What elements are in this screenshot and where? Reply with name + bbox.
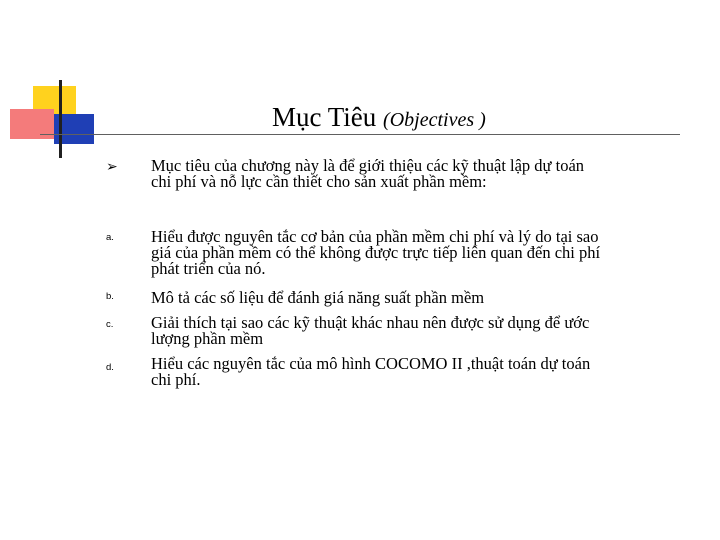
item-a-marker: a. <box>106 232 114 243</box>
title-subtitle: (Objectives ) <box>383 109 486 131</box>
objective-item-b <box>151 290 706 306</box>
title-divider-line <box>40 134 680 135</box>
item-c-marker: c. <box>106 319 114 330</box>
item-line: giá của phần mềm có thể không được trực tiếp liên quan đến chi phí <box>151 243 601 262</box>
item-d-marker: d. <box>106 362 114 373</box>
item-line: lượng phần mềm <box>151 329 264 348</box>
intro-line: chi phí và nỗ lực cần thiết cho sản xuất phần mềm: <box>151 172 487 191</box>
intro-line: Mục tiêu của chương này là để giới thiệu các kỹ thuật lập dự toán <box>151 156 585 175</box>
item-b-marker: b. <box>106 291 114 302</box>
slide-title <box>272 104 486 131</box>
item-line: Hiểu các nguyên tắc của mô hình COCOMO II ,thuật toán dự toán <box>151 354 591 373</box>
item-line: Hiểu được nguyên tắc cơ bản của phần mềm chi phí và lý do tại sao <box>151 227 599 246</box>
item-line: Mô tả các số liệu để đánh giá năng suất phần mềm <box>151 288 485 307</box>
objective-item-d <box>151 356 706 388</box>
item-line: Giải thích tại sao các kỹ thuật khác nhau nên được sử dụng để ước <box>151 313 590 332</box>
arrow-bullet-icon: ➢ <box>106 159 118 175</box>
item-line: phát triển của nó. <box>151 259 266 278</box>
objective-item-a <box>151 229 706 277</box>
item-line: chi phí. <box>151 370 201 389</box>
objective-item-c <box>151 315 706 347</box>
intro-paragraph <box>151 158 706 190</box>
title-main: Mục Tiêu <box>272 102 384 132</box>
vertical-decor-line <box>59 80 62 158</box>
